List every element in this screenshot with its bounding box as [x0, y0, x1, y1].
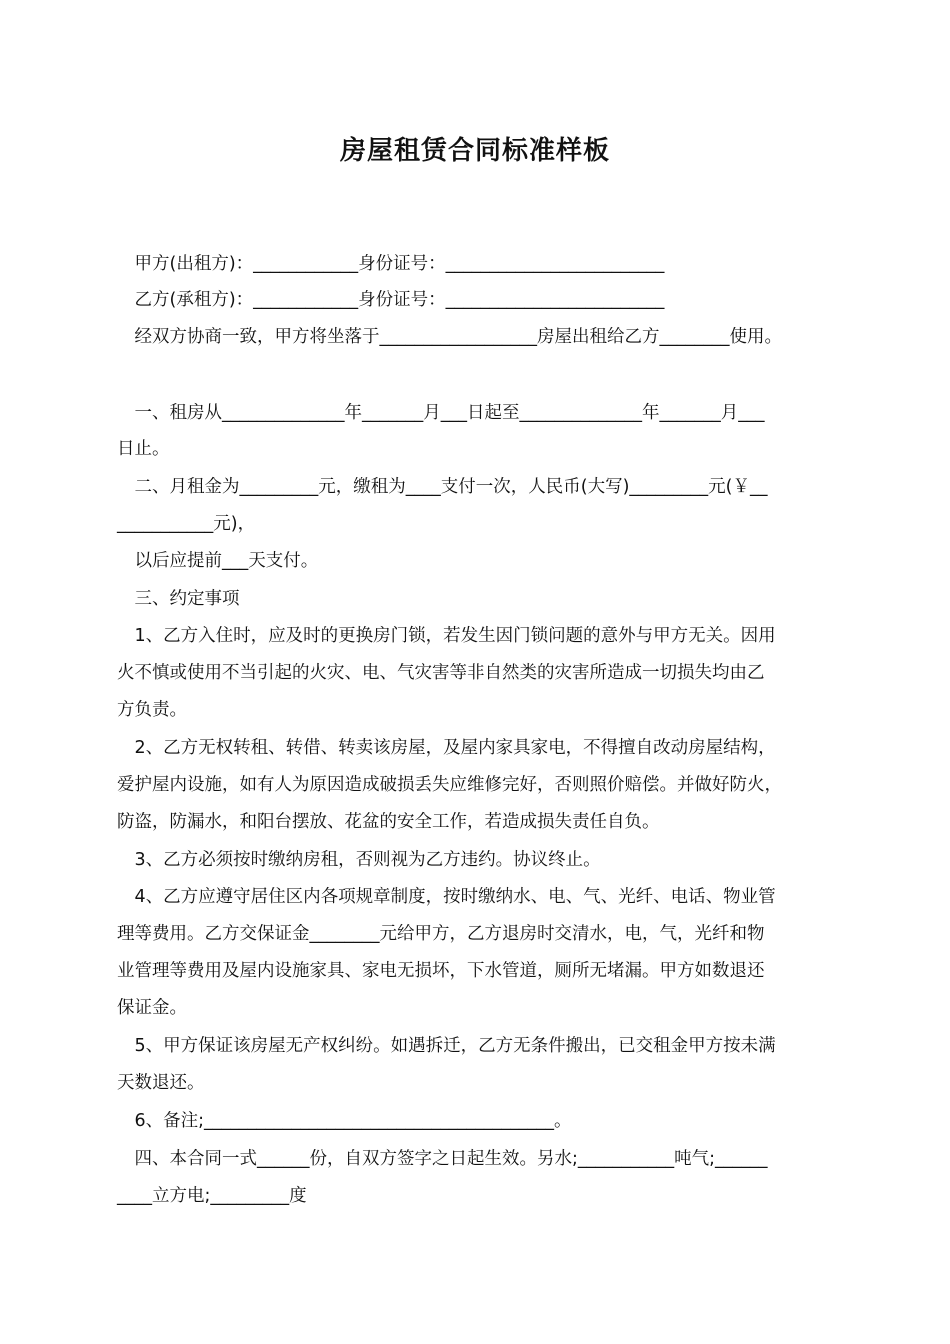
party-a-line: 甲方(出租方)：____________身份证号：_________________________ [117, 254, 665, 274]
item-3-line: 3、乙方必须按时缴纳房租，否则视为乙方违约。协议终止。 [117, 850, 601, 870]
item-4-line-1: 4、乙方应遵守居住区内各项规章制度，按时缴纳水、电、气、光纤、电话、物业管 [117, 887, 776, 907]
clause-2-line-1: 二、月租金为_________元，缴租为____支付一次，人民币(大写)_________元(￥__ [117, 477, 768, 497]
clause-1-line-2: 日止。 [117, 439, 170, 459]
item-1-line-3: 方负责。 [117, 700, 187, 720]
item-2-line-3: 防盗，防漏水，和阳台摆放、花盆的安全工作，若造成损失责任自负。 [117, 812, 660, 832]
clause-2-line-2: ___________元)， [117, 514, 256, 534]
item-2-line-1: 2、乙方无权转租、转借、转卖该房屋，及屋内家具家电，不得擅自改动房屋结构， [117, 738, 776, 758]
item-6-line: 6、备注;________________________________________。 [117, 1111, 572, 1131]
item-4-line-2: 理等费用。乙方交保证金________元给甲方，乙方退房时交清水，电，气，光纤和物 [117, 924, 765, 944]
item-5-line-2: 天数退还。 [117, 1073, 205, 1093]
clause-4-line-1: 四、本合同一式______份，自双方签字之日起生效。另水;___________吨气;______ [117, 1149, 768, 1169]
item-4-line-3: 业管理等费用及屋内设施家具、家电无损坏，下水管道，厕所无堵漏。甲方如数退还 [117, 961, 765, 981]
document-title: 房屋租赁合同标准样板 [339, 136, 610, 166]
item-4-line-4: 保证金。 [117, 998, 187, 1018]
item-1-line-1: 1、乙方入住时，应及时的更换房门锁，若发生因门锁问题的意外与甲方无关。因用 [117, 626, 776, 646]
item-5-line-1: 5、甲方保证该房屋无产权纠纷。如遇拆迁，乙方无条件搬出，已交租金甲方按未满 [117, 1036, 776, 1056]
clause-4-line-2: ____立方电;_________度 [117, 1186, 307, 1206]
clause-3-heading: 三、约定事项 [117, 589, 240, 609]
party-b-line: 乙方(承租方)：____________身份证号：_________________________ [117, 290, 665, 310]
agreement-intro-line: 经双方协商一致，甲方将坐落于__________________房屋出租给乙方________使用。 [117, 327, 782, 347]
item-1-line-2: 火不慎或使用不当引起的火灾、电、气灾害等非自然类的灾害所造成一切损失均由乙 [117, 663, 765, 683]
item-2-line-2: 爱护屋内设施，如有人为原因造成破损丢失应维修完好，否则照价赔偿。并做好防火， [117, 775, 782, 795]
clause-2-line-3: 以后应提前___天支付。 [117, 551, 319, 571]
clause-1-line-1: 一、租房从______________年_______月___日起至______________年_______月___ [117, 403, 765, 423]
